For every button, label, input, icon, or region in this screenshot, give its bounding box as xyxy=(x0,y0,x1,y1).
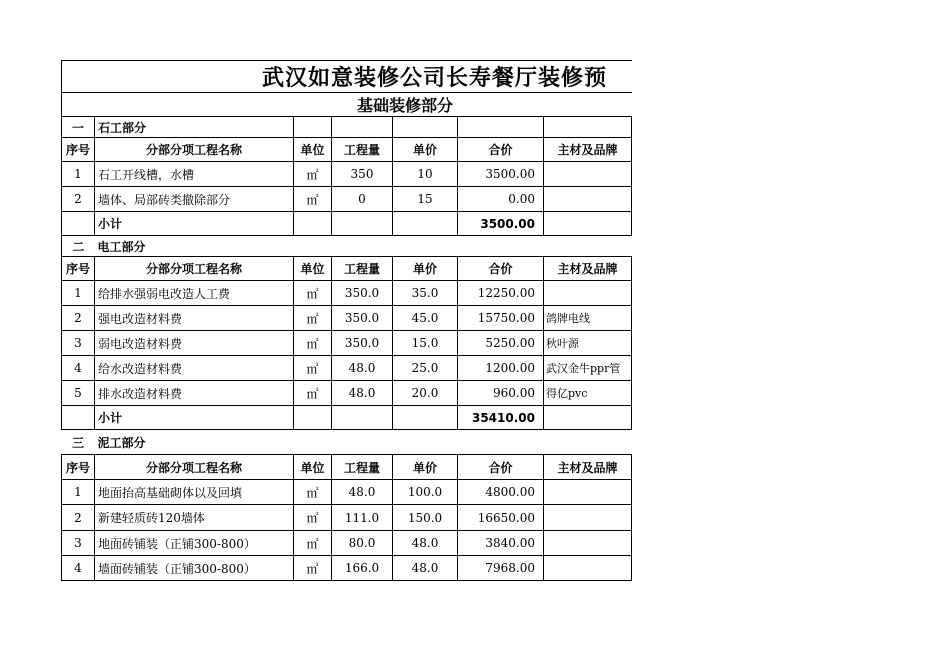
row-no: 4 xyxy=(62,556,95,581)
column-header-row xyxy=(62,455,632,480)
row-unit: ㎡ xyxy=(294,505,332,531)
col-header-name: 分部分项工程名称 xyxy=(95,257,294,281)
row-unit: ㎡ xyxy=(294,306,332,331)
row-no: 5 xyxy=(62,381,95,406)
row-unit: ㎡ xyxy=(294,531,332,556)
row-total: 3500.00 xyxy=(458,162,544,187)
row-no: 3 xyxy=(62,331,95,356)
page-title: 武汉如意装修公司长寿餐厅装修预 xyxy=(62,61,632,93)
row-qty: 80.0 xyxy=(332,531,393,556)
row-brand xyxy=(544,187,632,212)
col-header-no: 序号 xyxy=(62,455,95,480)
table-row xyxy=(62,331,632,356)
col-header-no: 序号 xyxy=(62,138,95,162)
table-row xyxy=(62,187,632,212)
row-total: 3840.00 xyxy=(458,531,544,556)
row-unit: ㎡ xyxy=(294,480,332,505)
col-header-unit: 单位 xyxy=(294,257,332,281)
table-row xyxy=(62,531,632,556)
row-price: 150.0 xyxy=(393,505,458,531)
row-price: 15 xyxy=(393,187,458,212)
column-header-row xyxy=(62,138,632,162)
row-total: 4800.00 xyxy=(458,480,544,505)
col-header-qty: 工程量 xyxy=(332,138,393,162)
table-row xyxy=(62,480,632,505)
row-qty: 48.0 xyxy=(332,480,393,505)
subtotal-value: 3500.00 xyxy=(458,212,544,236)
table-row xyxy=(62,356,632,381)
row-brand xyxy=(544,556,632,581)
section-header xyxy=(62,430,632,455)
row-unit: ㎡ xyxy=(294,281,332,306)
col-header-unit: 单位 xyxy=(294,138,332,162)
row-total: 5250.00 xyxy=(458,331,544,356)
table-row xyxy=(62,381,632,406)
row-total: 960.00 xyxy=(458,381,544,406)
row-no: 2 xyxy=(62,505,95,531)
row-price: 100.0 xyxy=(393,480,458,505)
row-qty: 350.0 xyxy=(332,331,393,356)
col-header-price: 单价 xyxy=(393,257,458,281)
row-brand xyxy=(544,531,632,556)
row-no: 4 xyxy=(62,356,95,381)
row-qty: 48.0 xyxy=(332,356,393,381)
row-brand xyxy=(544,162,632,187)
row-unit: ㎡ xyxy=(294,187,332,212)
row-no: 1 xyxy=(62,480,95,505)
row-qty: 48.0 xyxy=(332,381,393,406)
row-total: 15750.00 xyxy=(458,306,544,331)
row-total: 0.00 xyxy=(458,187,544,212)
row-price: 20.0 xyxy=(393,381,458,406)
row-unit: ㎡ xyxy=(294,556,332,581)
row-brand: 得亿pvc xyxy=(544,381,632,406)
row-name: 给水改造材料费 xyxy=(95,356,294,381)
col-header-name: 分部分项工程名称 xyxy=(95,138,294,162)
row-qty: 0 xyxy=(332,187,393,212)
row-brand xyxy=(544,281,632,306)
subtotal-row xyxy=(62,212,632,236)
row-brand: 鸽牌电线 xyxy=(544,306,632,331)
row-price: 48.0 xyxy=(393,531,458,556)
table-row xyxy=(62,162,632,187)
table-row xyxy=(62,505,632,531)
row-name: 墙体、局部砖类撤除部分 xyxy=(95,187,294,212)
col-header-total: 合价 xyxy=(458,455,544,480)
row-name: 弱电改造材料费 xyxy=(95,331,294,356)
row-name: 新建轻质砖120墙体 xyxy=(95,505,294,531)
col-header-total: 合价 xyxy=(458,138,544,162)
col-header-qty: 工程量 xyxy=(332,455,393,480)
row-no: 1 xyxy=(62,162,95,187)
section-number: 一 xyxy=(62,117,95,138)
column-header-row xyxy=(62,257,632,281)
row-unit: ㎡ xyxy=(294,356,332,381)
row-qty: 166.0 xyxy=(332,556,393,581)
row-brand: 武汉金牛ppr管 xyxy=(544,356,632,381)
row-unit: ㎡ xyxy=(294,162,332,187)
row-qty: 350.0 xyxy=(332,306,393,331)
row-price: 35.0 xyxy=(393,281,458,306)
col-header-price: 单价 xyxy=(393,455,458,480)
row-no: 3 xyxy=(62,531,95,556)
section-number: 三 xyxy=(71,435,84,450)
section-header xyxy=(62,117,632,138)
section-name: 泥工部分 xyxy=(97,435,146,450)
subtotal-row xyxy=(62,406,632,430)
row-name: 排水改造材料费 xyxy=(95,381,294,406)
col-header-qty: 工程量 xyxy=(332,257,393,281)
section-header xyxy=(62,236,632,257)
subtotal-label: 小计 xyxy=(95,406,294,430)
page-subtitle: 基础装修部分 xyxy=(62,93,632,117)
row-price: 48.0 xyxy=(393,556,458,581)
section-name: 电工部分 xyxy=(97,239,146,254)
row-price: 15.0 xyxy=(393,331,458,356)
table-row xyxy=(62,281,632,306)
row-qty: 350.0 xyxy=(332,281,393,306)
col-header-total: 合价 xyxy=(458,257,544,281)
subtotal-label: 小计 xyxy=(95,212,294,236)
row-total: 16650.00 xyxy=(458,505,544,531)
row-unit: ㎡ xyxy=(294,381,332,406)
table-row xyxy=(62,306,632,331)
col-header-name: 分部分项工程名称 xyxy=(95,455,294,480)
row-brand xyxy=(544,480,632,505)
row-name: 地面砖铺装（正铺300-800） xyxy=(95,531,294,556)
row-name: 石工开线槽，水槽 xyxy=(95,162,294,187)
row-name: 给排水强弱电改造人工费 xyxy=(95,281,294,306)
row-brand xyxy=(544,505,632,531)
row-no: 2 xyxy=(62,187,95,212)
col-header-no: 序号 xyxy=(62,257,95,281)
row-price: 10 xyxy=(393,162,458,187)
row-price: 25.0 xyxy=(393,356,458,381)
row-qty: 350 xyxy=(332,162,393,187)
row-total: 7968.00 xyxy=(458,556,544,581)
budget-table xyxy=(61,60,632,581)
row-name: 墙面砖铺装（正铺300-800） xyxy=(95,556,294,581)
section-name: 石工部分 xyxy=(95,117,294,138)
col-header-brand: 主材及品牌 xyxy=(544,455,632,480)
row-qty: 111.0 xyxy=(332,505,393,531)
col-header-unit: 单位 xyxy=(294,455,332,480)
row-brand: 秋叶源 xyxy=(544,331,632,356)
subtotal-value: 35410.00 xyxy=(458,406,544,430)
col-header-brand: 主材及品牌 xyxy=(544,257,632,281)
row-name: 地面抬高基础砌体以及回填 xyxy=(95,480,294,505)
row-total: 12250.00 xyxy=(458,281,544,306)
row-total: 1200.00 xyxy=(458,356,544,381)
row-price: 45.0 xyxy=(393,306,458,331)
section-number: 二 xyxy=(62,236,95,257)
col-header-brand: 主材及品牌 xyxy=(544,138,632,162)
row-no: 2 xyxy=(62,306,95,331)
col-header-price: 单价 xyxy=(393,138,458,162)
row-unit: ㎡ xyxy=(294,331,332,356)
row-name: 强电改造材料费 xyxy=(95,306,294,331)
row-no: 1 xyxy=(62,281,95,306)
table-row xyxy=(62,556,632,581)
